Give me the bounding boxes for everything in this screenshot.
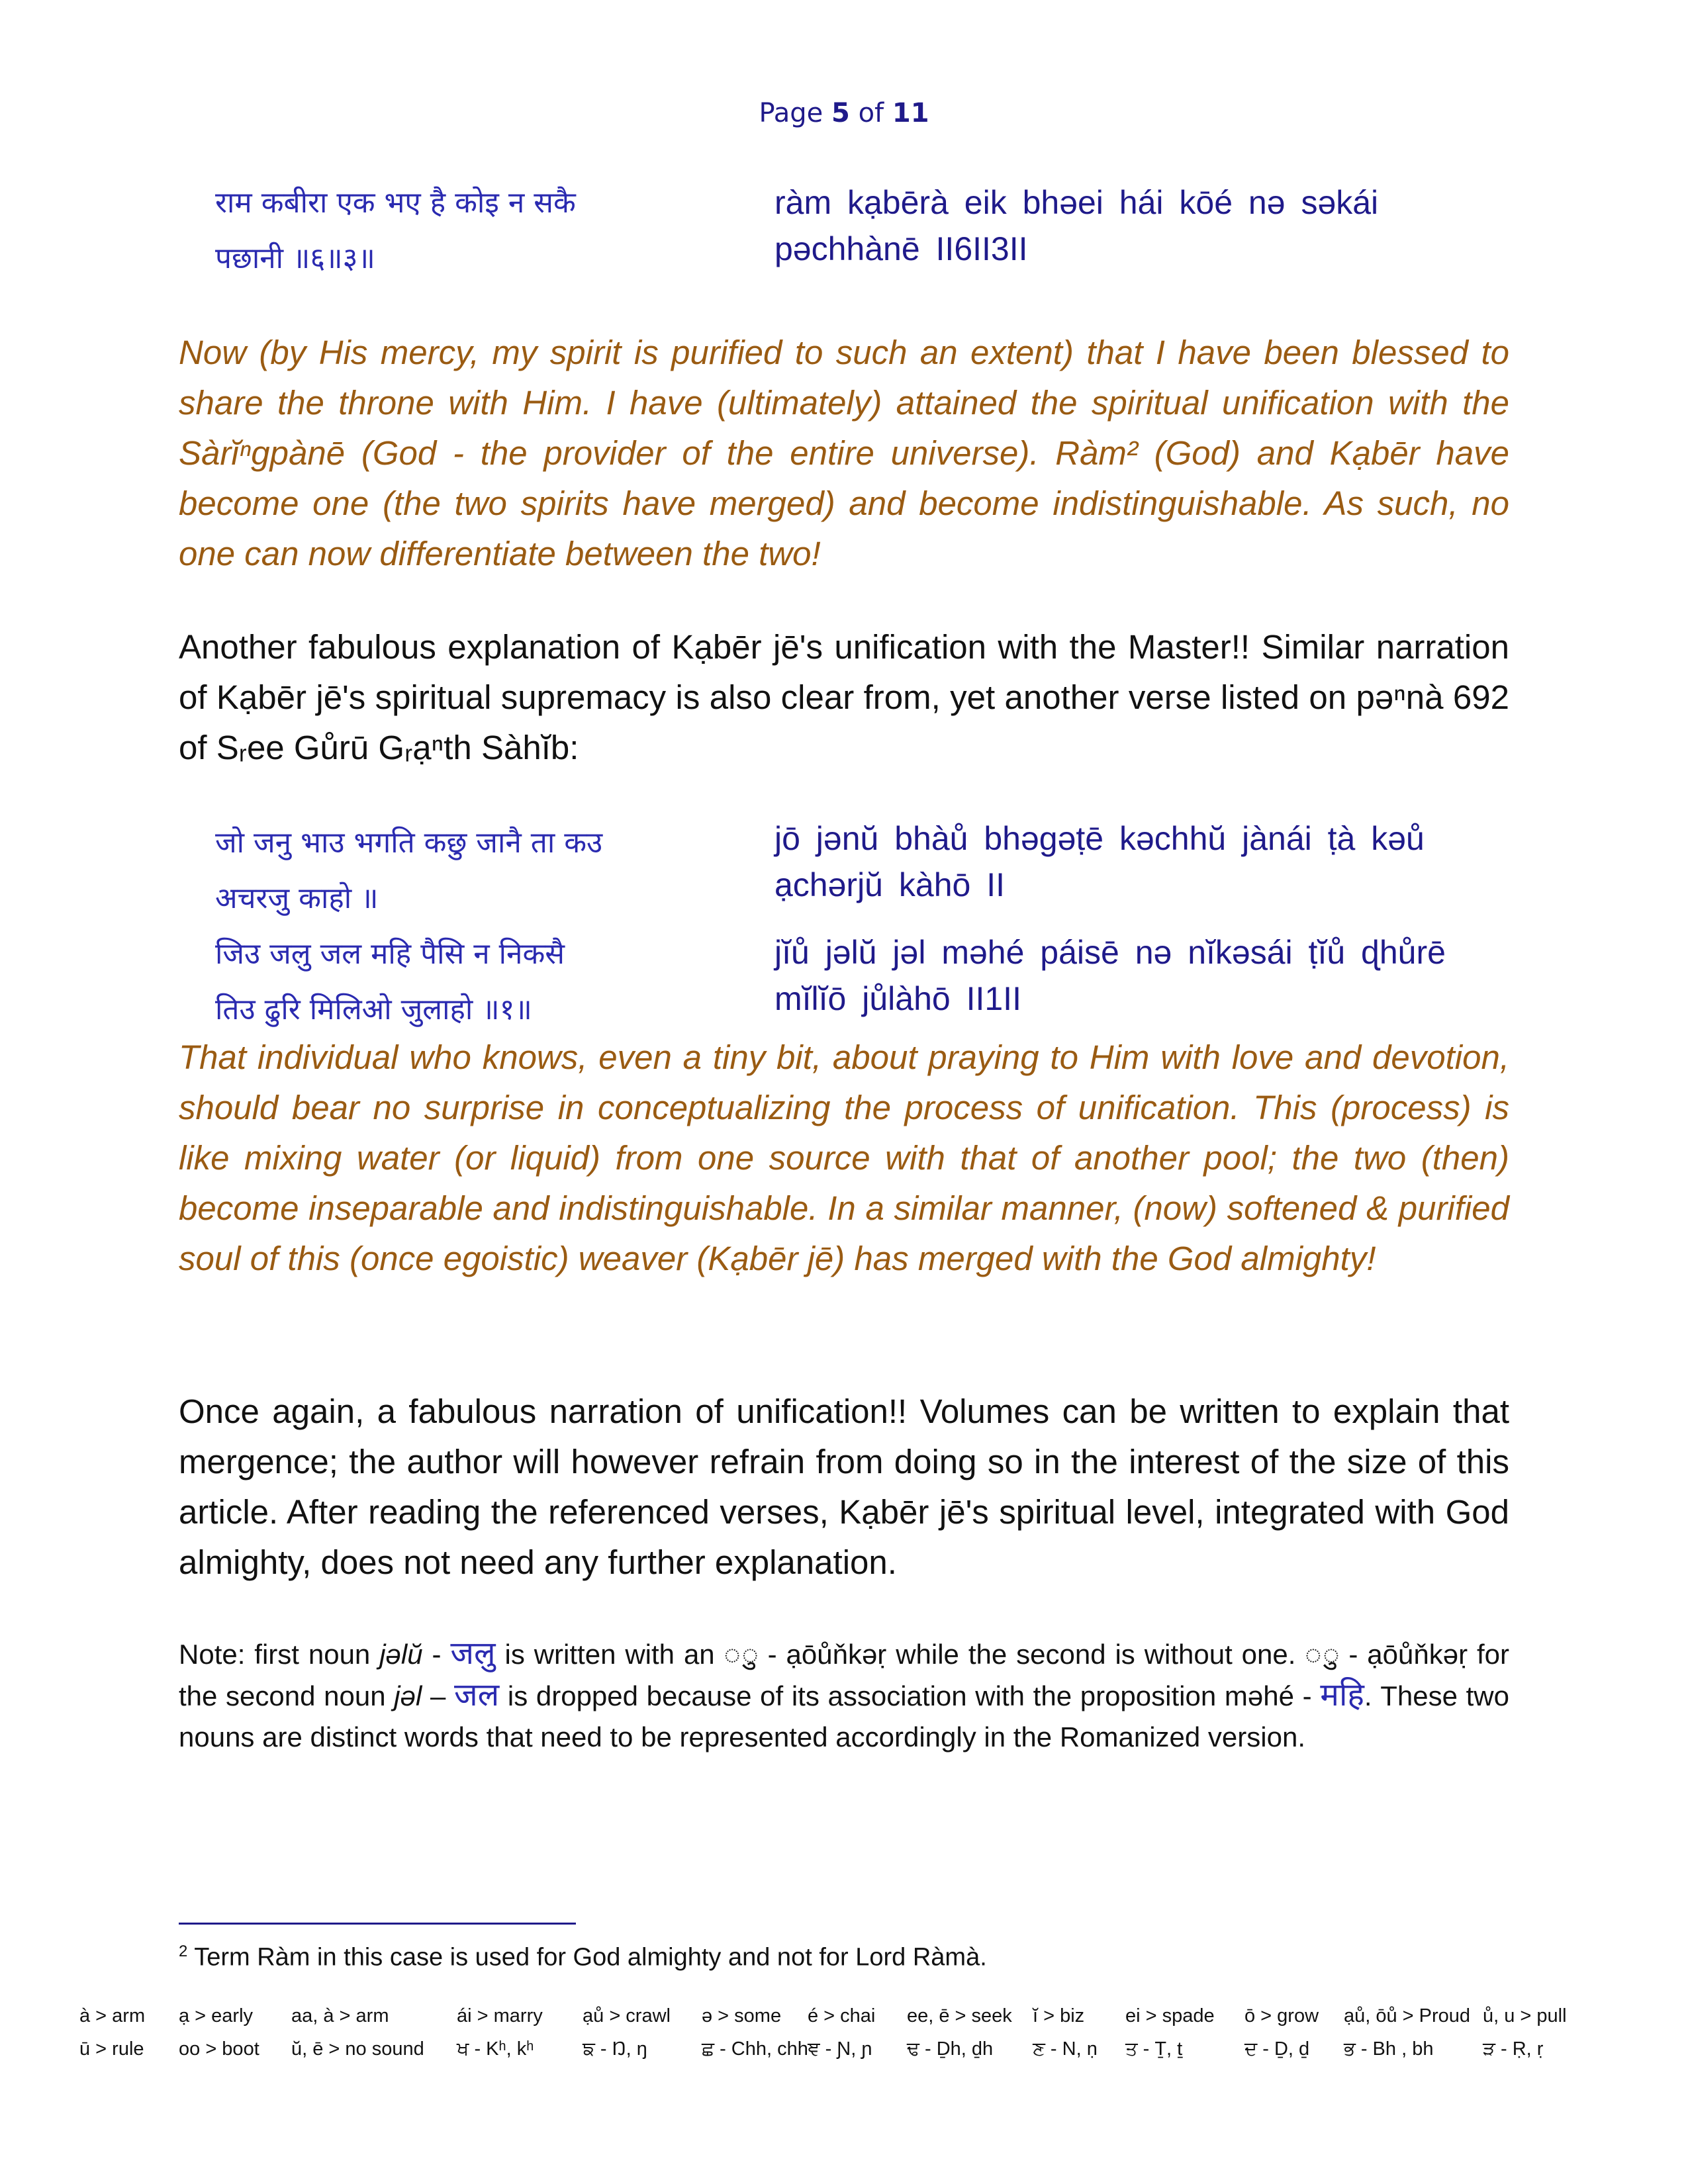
page-current: 5 [831,98,850,128]
note-text-2: is written with an ◌ु - ạōůňkəṛ while the second is without one. ◌ु - ạōůňkəṛ for the second noun [179,1639,1509,1711]
note-text-1: Note: first noun [179,1639,380,1670]
legend-consonant-item-3: ਖ - Kʰ, kʰ [457,2038,534,2060]
verse2-line1-gurmukhi-a: जो जनु भाउ भगति कछु जानै ता कउ [215,826,603,860]
of-word: of [858,98,884,128]
legend-vowel-item-5: ə > some [702,2005,782,2026]
legend-consonant-item-1: oo > boot [179,2038,259,2060]
translation-paragraph-2: That individual who knows, even a tiny bit, about praying to Him with love and devotion, should bear no surprise in conceptualizing the process of unification. This (process) is like mixing water (or liquid) from one source with that of another pool; the two (then) become inseparable and indistinguishable. In a similar manner, (now) softened & purified soul of this (once egoistic) weaver (Kạbēr jē) has merged with the God almighty! [179,1038,1509,1277]
note-sep-1: - [422,1639,451,1670]
legend-vowel-item-1: ạ > early [179,2005,254,2026]
legend-consonant-item-8: ਣ - N, ṇ [1033,2038,1098,2060]
verse2-line2-gurmukhi-a: जिउ जलु जल महि पैसि न निकसै [215,937,565,971]
note-word3-devanagari: महि [1320,1678,1364,1713]
legend-vowel-item-9: ei > spade [1125,2005,1215,2026]
verse1-gurmukhi-line2: पछानी ॥६॥३॥ [215,242,375,275]
commentary-paragraph-1: Another fabulous explanation of Kạbēr jē's unification with the Master!! Similar narration of Kạbēr jē's spiritual supremacy is also clear from, yet another verse listed on pəⁿnà 692 of Sᵣee Gůrū Gᵣạⁿth Sàhĭb: [179,628,1509,766]
legend-vowel-item-7: ee, ē > seek [907,2005,1012,2026]
legend-row-vowels [79,2005,1622,2038]
legend-vowel-item-2: aa, à > arm [291,2005,389,2026]
legend-vowel-item-6: é > chai [808,2005,876,2026]
verse2-line2-roman: jĭů jəlŭ jəl məhé páisē nə nĭkəsái ṭĭů ɖhůrē mĭlĭō jůlàhō II1II [774,934,1446,1017]
legend-consonant-item-11: ਭ - Bh , bh [1344,2038,1434,2060]
footnote-divider [179,1923,576,1925]
note-sep-2: – [422,1680,455,1711]
note-word1-devanagari: जलु [450,1636,496,1671]
legend-vowel-item-12: ů, u > pull [1483,2005,1567,2026]
legend-consonant-item-6: ਞ - Ɲ, ɲ [808,2038,872,2060]
page-number [0,98,1688,128]
footnote [179,1942,987,1972]
legend-vowel-item-0: à > arm [79,2005,146,2026]
footnote-number: 2 [179,1942,188,1960]
legend-consonant-item-9: ਤ - Ṯ, ṯ [1125,2038,1183,2060]
note-word1-roman: jəlŭ [379,1639,423,1670]
legend-vowel-item-11: ạů, ōů > Proud [1344,2005,1471,2026]
page-total: 11 [892,98,929,128]
note-word2-roman: jəl [394,1680,422,1711]
note-text-3: is dropped because of its association with the proposition məhé - [499,1680,1321,1711]
translation-paragraph-1: Now (by His mercy, my spirit is purified to such an extent) that I have been blessed to share the throne with Him. I have (ultimately) attained the spiritual unification with the Sàrĭⁿgpànē (God - the provider of the entire universe). Ràm² (God) and Kạbēr have become one (the two spirits have merged) and become indistinguishable. As such, no one can now differentiate between the two! [179,334,1509,572]
pronunciation-legend [79,2005,1622,2071]
legend-consonant-item-2: ŭ, ē > no sound [291,2038,424,2060]
page-word: Page [759,98,823,128]
verse1-gurmukhi-line1: राम कबीरा एक भए है कोइ न सकै [215,186,576,220]
legend-vowel-item-4: ạů > crawl [583,2005,671,2026]
legend-vowel-item-10: ō > grow [1244,2005,1319,2026]
legend-vowel-item-8: ĭ > biz [1033,2005,1085,2026]
verse2-line2-gurmukhi-b: तिउ ढुरि मिलिओ जुलाहो ॥१॥ [215,993,532,1026]
legend-consonant-item-7: ਢ - Ḏh, ḏh [907,2038,994,2060]
verse1-roman: ràm kạbērà eik bhəei hái kōé nə səkái pəchhànē II6II3II [774,184,1379,267]
note-text-4: . These two nouns are distinct words that need to be represented accordingly in the Romanized version. [179,1680,1509,1752]
legend-consonant-item-10: ਦ - Ḏ, ḏ [1244,2038,1310,2060]
legend-consonant-item-0: ū > rule [79,2038,144,2060]
verse2-line1-gurmukhi-b: अचरजु काहो ॥ [215,882,379,915]
note-paragraph [179,1633,1509,1758]
legend-consonant-item-5: ਛ - Chh, chh [702,2038,808,2060]
footnote-text: Term Ràm in this case is used for God almighty and not for Lord Ràmà. [194,1943,987,1972]
legend-consonant-item-12: ੜ - Ṛ, ṛ [1483,2038,1544,2060]
note-word2-devanagari: जल [454,1678,500,1713]
verse2-line1-roman: jō jənŭ bhàů bhəgəṭē kəchhŭ jànái ṭà kəů ạchərjŭ kàhō II [774,820,1425,903]
verse2-line1-gurmukhi [215,815,758,927]
legend-vowel-item-3: ái > marry [457,2005,543,2026]
legend-consonant-item-4: ਙ - Ŋ, ŋ [583,2038,647,2060]
commentary-paragraph-2: Once again, a fabulous narration of unification!! Volumes can be written to explain that mergence; the author will however refrain from doing so in the interest of the size of this article. After reading the referenced verses, Kạbēr jē's spiritual level, integrated with God almighty, does not need any further explanation. [179,1392,1509,1581]
legend-row-consonants [79,2038,1622,2071]
verse1-gurmukhi [215,175,758,287]
verse2-line2-gurmukhi [215,927,758,1038]
